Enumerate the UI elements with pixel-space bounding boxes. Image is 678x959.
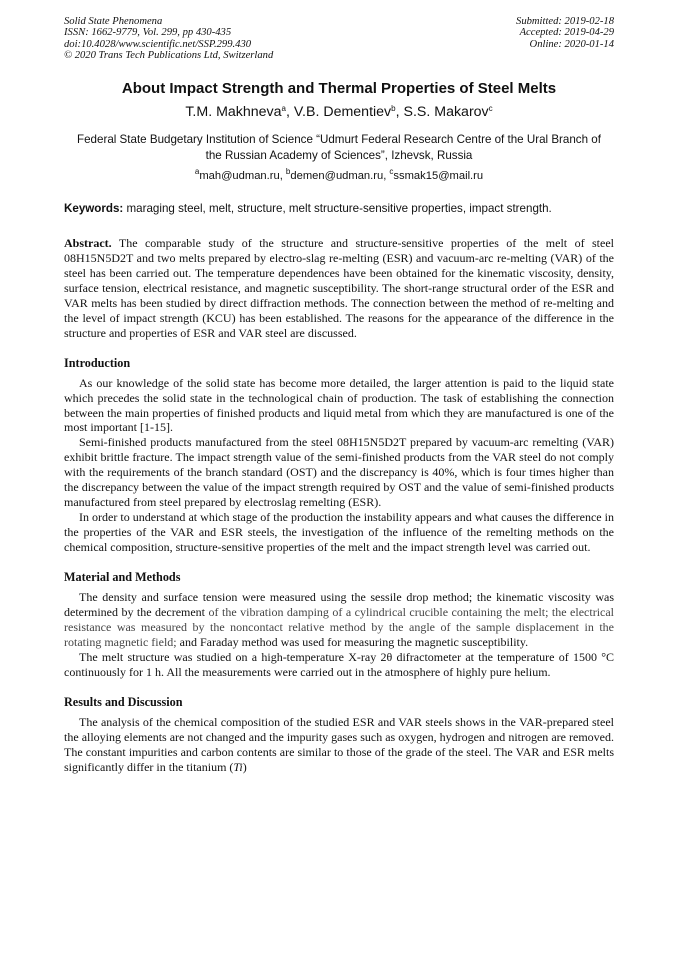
- keywords-text: maraging steel, melt, structure, melt structure-sensitive properties, impact strength.: [126, 202, 552, 215]
- titanium-symbol: Ti: [233, 759, 243, 774]
- author-name: T.M. Makhneva: [185, 104, 282, 120]
- email-link[interactable]: ssmak15@mail.ru: [393, 170, 484, 182]
- accepted-date: Accepted: 2019-04-29: [519, 27, 614, 39]
- copyright-line: © 2020 Trans Tech Publications Ltd, Switzerland: [64, 50, 274, 62]
- email-link[interactable]: demen@udman.ru: [290, 170, 384, 182]
- journal-header: [64, 16, 273, 62]
- abstract-text: The comparable study of the structure and structure-sensitive properties of the melt of steel 08H15N5D2T and two melts prepared by electro-slag re-melting (ESR) and vacuum-arc re-melting (VAR) of the steel has been carried out. The temperature dependences have been obtained for the kinematic viscosity, density, surface tension, electrical resistance, and magnetic susceptibility. The short-range structural order of the ESR and VAR melts has been studied by direct diffraction methods. The connection between the method of re-melting and the level of impact strength (KCU) has been established. The reasons for the appearance of the difference in the structure and properties of ESR and VAR steel are discussed.: [64, 236, 614, 340]
- abstract-label: Abstract.: [64, 236, 112, 250]
- author-list: T.M. Makhneva$^a$, V.B. Dementiev$^b$, S.S. Makarov$^c$: [185, 104, 493, 120]
- paper-title: About Impact Strength and Thermal Properties of Steel Melts: [121, 80, 557, 97]
- email-sup: a: [194, 167, 200, 176]
- keywords-line: [64, 202, 624, 215]
- submitted-date: Submitted: 2019-02-18: [516, 16, 614, 27]
- methods-paragraph-1: [64, 590, 614, 650]
- affiliation: Federal State Budgetary Institution of Science “Udmurt Federal Research Centre of the Ural Branch of the Russian Academy of Sciences”, Izhevsk, Russia: [77, 133, 601, 162]
- journal-name: Solid State Phenomena: [64, 16, 163, 27]
- email-list: $^a$mah@udman.ru, $^b$demen@udman.ru, $^c$ssmak15@mail.ru: [194, 167, 484, 182]
- dates-header: [516, 16, 614, 50]
- intro-paragraph-1: As our knowledge of the solid state has become more detailed, the larger attention is paid to the liquid state which precedes the solid state in the technological chain of production. The task of establishing the connection between the main properties of finished products and liquid metal from which they are manufactured is one of the most important [1-15].: [64, 375, 614, 435]
- keywords-label: Keywords:: [64, 202, 124, 215]
- section-heading-introduction: Introduction: [64, 355, 131, 370]
- email-link[interactable]: mah@udman.ru: [199, 170, 280, 182]
- intro-paragraph-3: In order to understand at which stage of the production the instability appears and what causes the difference in the properties of the VAR and ESR steels, the investigation of the influence of the remelting methods on the chemical composition, structure-sensitive properties of the melt and the impact strength level was carried out.: [64, 510, 614, 555]
- section-heading-results: Results and Discussion: [64, 694, 183, 709]
- author-name: S.S. Makarov: [403, 104, 489, 120]
- author-sup: b: [391, 104, 396, 113]
- issn-line: ISSN: 1662-9779, Vol. 299, pp 430-435: [64, 27, 232, 39]
- methods-text-a: The density and surface tension were measured using the sessile drop method; the kinematic viscosity was determined by the decrement: [64, 590, 614, 619]
- doi-line[interactable]: doi:10.4028/www.scientific.net/SSP.299.430: [64, 38, 252, 50]
- author-sup: c: [488, 104, 493, 113]
- results-text-b: ): [242, 759, 247, 774]
- methods-text-b: of the vibration damping of a cylindrical crucible containing the melt; the electrical resistance was measured by the noncontact relative method by the angle of the sample displacement in the rotating magnetic field;: [64, 604, 615, 649]
- email-sup: c: [389, 167, 394, 176]
- online-date: Online: 2020-01-14: [529, 38, 614, 50]
- email-sup: b: [285, 167, 291, 176]
- methods-paragraph-2: The melt structure was studied on a high-temperature X-ray 2θ difractometer at the temperature of 1500 °C continuously for 1 h. All the measurements were carried out in the atmosphere of highly pure helium.: [64, 649, 614, 679]
- methods-text-c: and Faraday method was used for measuring the magnetic susceptibility.: [179, 634, 529, 649]
- author-name: V.B. Dementiev: [293, 104, 392, 120]
- results-paragraph-1: [64, 715, 614, 775]
- author-sup: a: [281, 104, 286, 113]
- intro-paragraph-2: Semi-finished products manufactured from the steel 08H15N5D2T prepared by vacuum-arc remelting (VAR) exhibit brittle fracture. The impact strength value of the semi-finished products from the VAR steel do not comply with the requirements of the branch standard (OST) and the discrepancy is 40%, which is four times higher than the discrepancy between the value of the impact strength required by OST and the value of semi-finished products manufactured from steel prepared by electroslag remelting (ESR).: [64, 435, 614, 510]
- paper-body: [64, 236, 614, 775]
- section-heading-methods: Material and Methods: [64, 570, 181, 585]
- results-text-a: The analysis of the chemical composition of the studied ESR and VAR steels shows in the VAR-prepared steel the alloying elements are not changed and the impurity gases such as oxygen, hydrogen and nitrogen are removed. The constant impurities and carbon contents are similar to those of the grade of the steel. The VAR and ESR melts significantly differ in the titanium (: [64, 714, 614, 774]
- abstract: [64, 236, 614, 341]
